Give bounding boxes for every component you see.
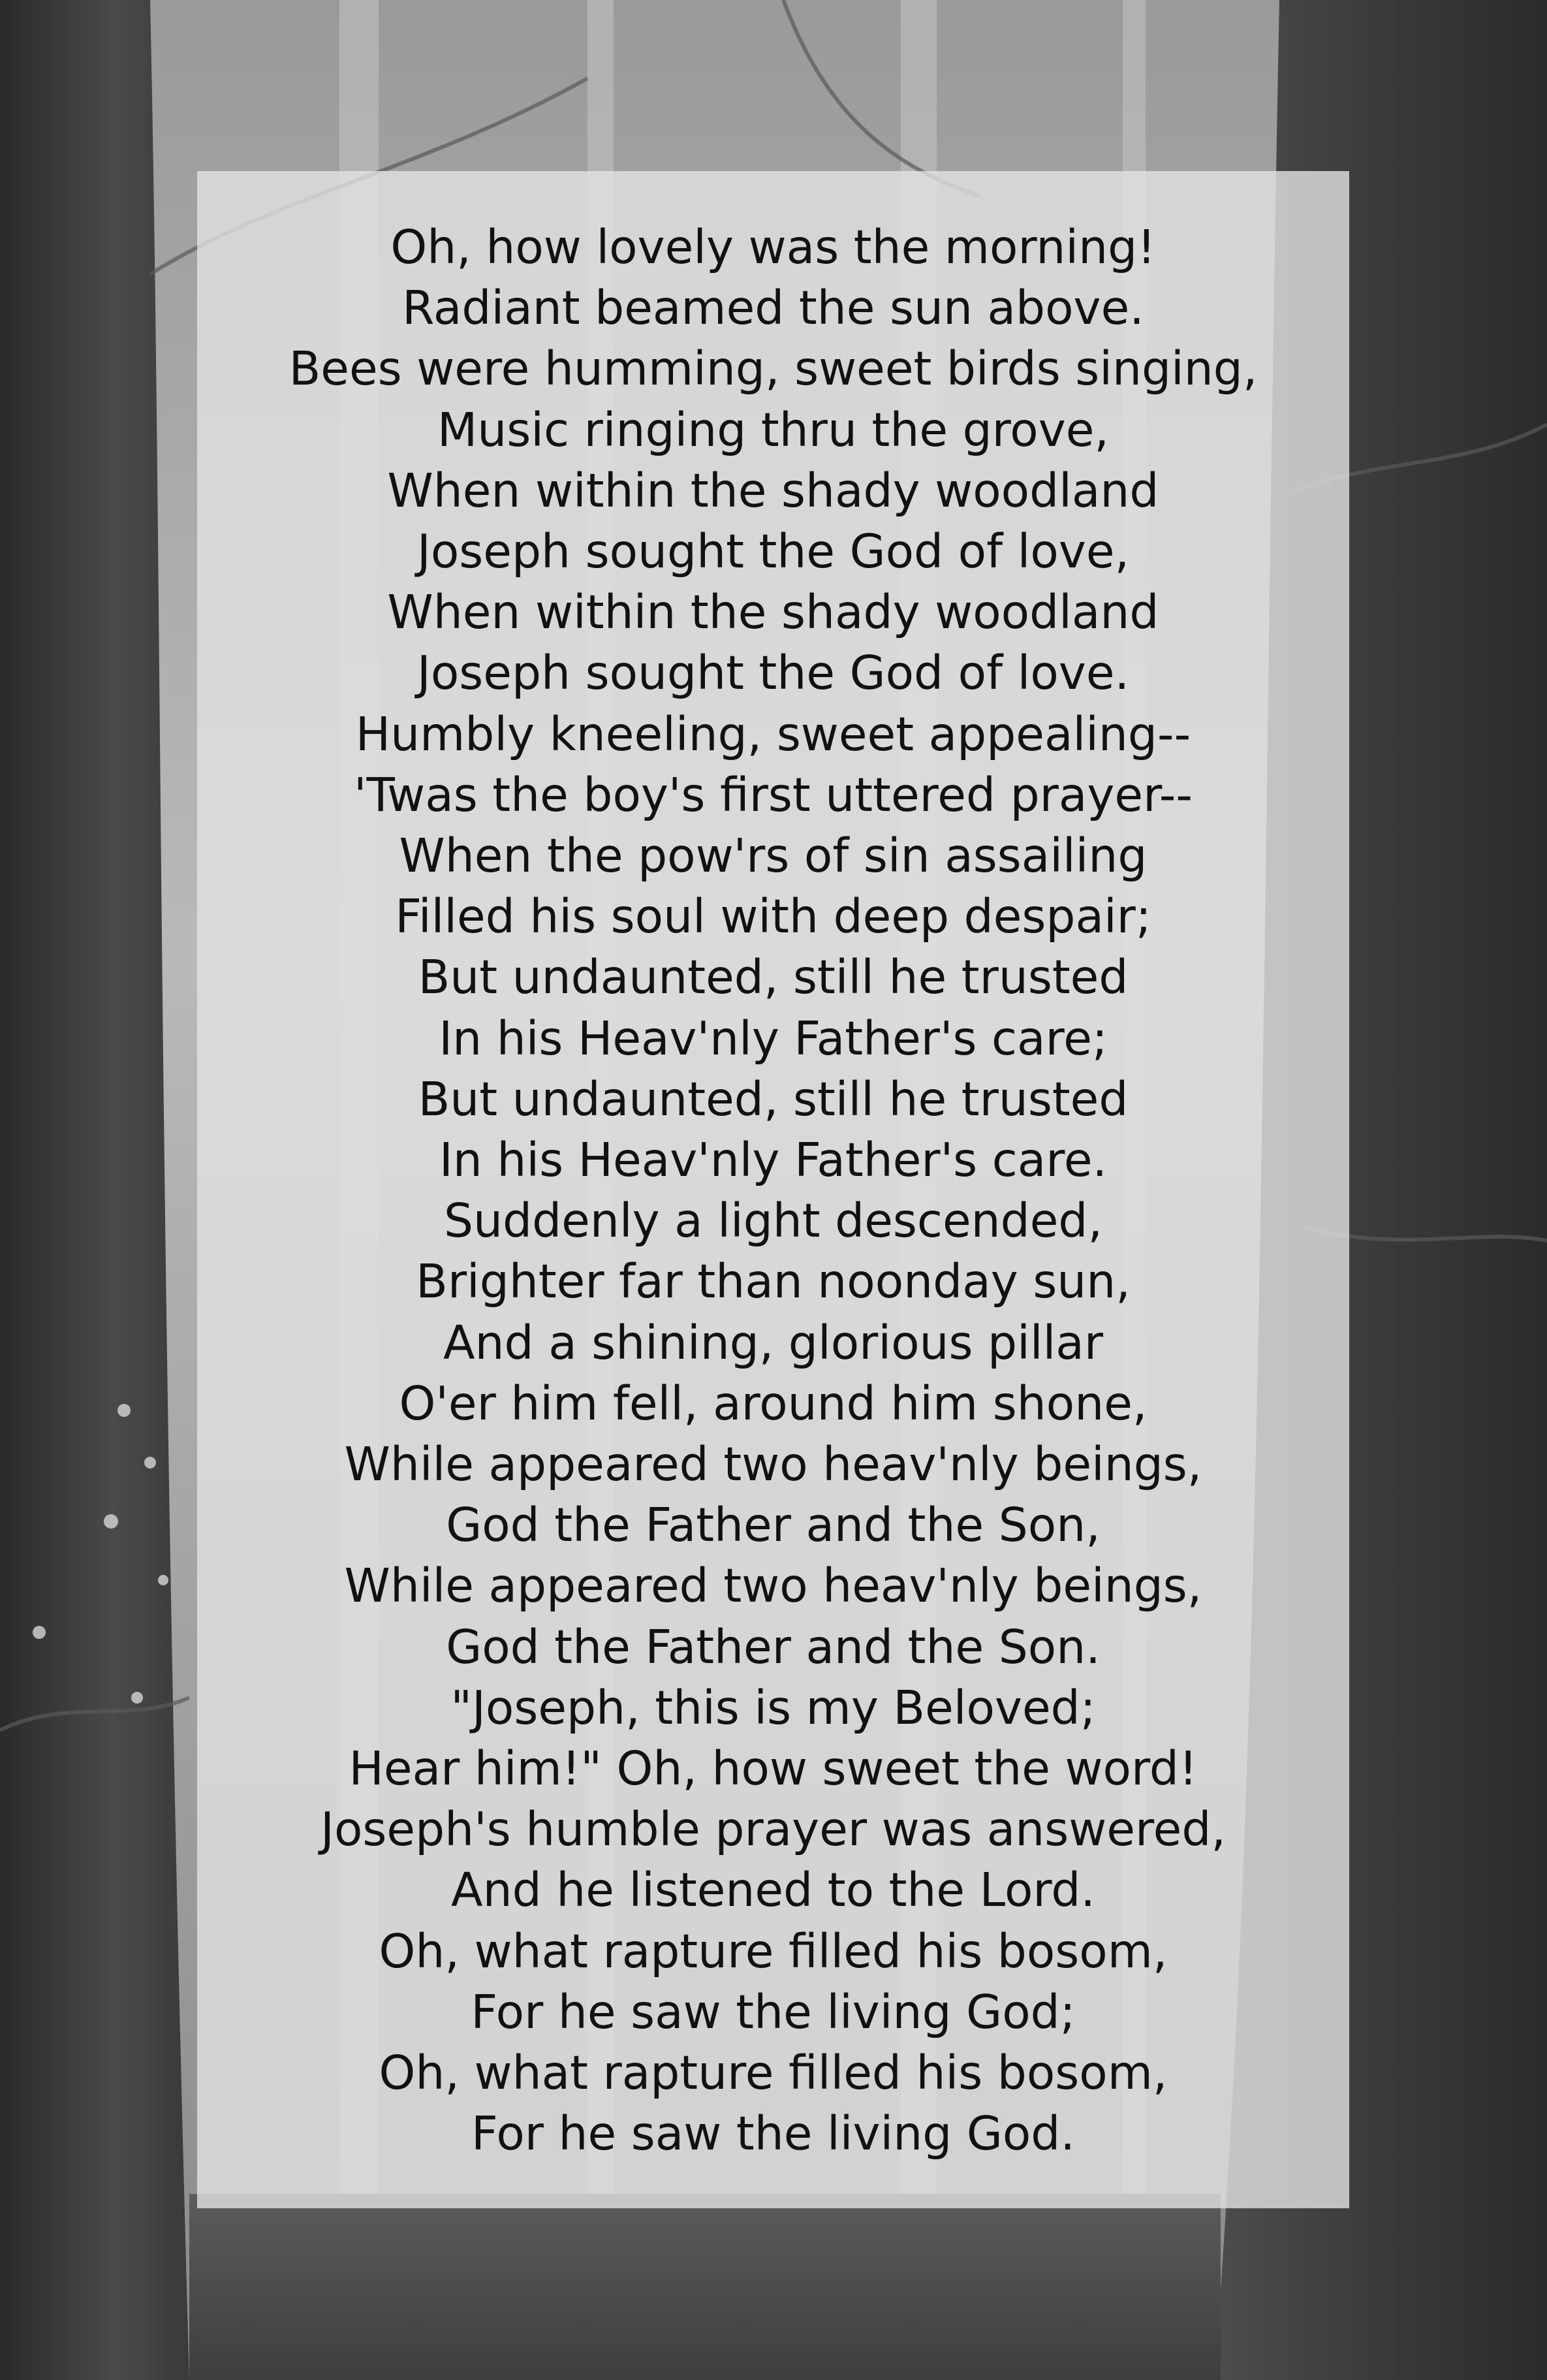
lyric-line: Brighter far than noonday sun, [416,1254,1131,1309]
lyric-line: But undaunted, still he trusted [418,1071,1129,1126]
lyric-line: Humbly kneeling, sweet appealing-- [355,706,1191,761]
lyric-line: Radiant beamed the sun above. [402,281,1144,336]
lyric-line: When within the shady woodland [387,463,1159,518]
lyric-line: Filled his soul with deep despair; [395,889,1151,944]
lyric-line: Joseph sought the God of love. [416,646,1130,701]
lyric-line: And he listened to the Lord. [451,1863,1095,1918]
lyrics-panel [197,171,1349,2208]
lyric-line: Joseph sought the God of love, [416,524,1130,579]
lyric-line: God the Father and the Son, [446,1498,1101,1553]
lyric-line: While appeared two heav'nly beings, [344,1559,1202,1613]
lyric-line: Oh, how lovely was the morning! [390,220,1156,274]
lyric-line: Hear him!" Oh, how sweet the word! [349,1741,1198,1796]
lyric-line: When the pow'rs of sin assailing [399,829,1148,883]
lyric-line: When within the shady woodland [387,585,1159,640]
lyric-line: While appeared two heav'nly beings, [344,1437,1202,1492]
lyric-line: And a shining, glorious pillar [443,1315,1104,1370]
lyric-line: But undaunted, still he trusted [418,950,1129,1005]
lyric-line: In his Heav'nly Father's care; [439,1011,1108,1066]
lyric-line: Music ringing thru the grove, [437,402,1109,457]
lyric-line: 'Twas the boy's first uttered prayer-- [354,767,1193,822]
lyric-line: For he saw the living God; [471,1984,1076,2039]
lyric-line: Suddenly a light descended, [443,1194,1103,1248]
lyric-line: God the Father and the Son. [446,1619,1101,1674]
lyric-line: Oh, what rapture filled his bosom, [379,2046,1168,2101]
hymn-lyrics [197,217,1349,2165]
lyric-line: For he saw the living God. [471,2106,1075,2161]
lyric-line: In his Heav'nly Father's care. [439,1133,1108,1188]
lyric-line: Bees were humming, sweet birds singing, [289,341,1258,396]
lyric-line: Joseph's humble prayer was answered, [320,1802,1226,1857]
lyric-line: Oh, what rapture filled his bosom, [379,1924,1168,1978]
lyric-line: O'er him fell, around him shone, [399,1376,1148,1431]
lyric-line: "Joseph, this is my Beloved; [450,1680,1096,1735]
